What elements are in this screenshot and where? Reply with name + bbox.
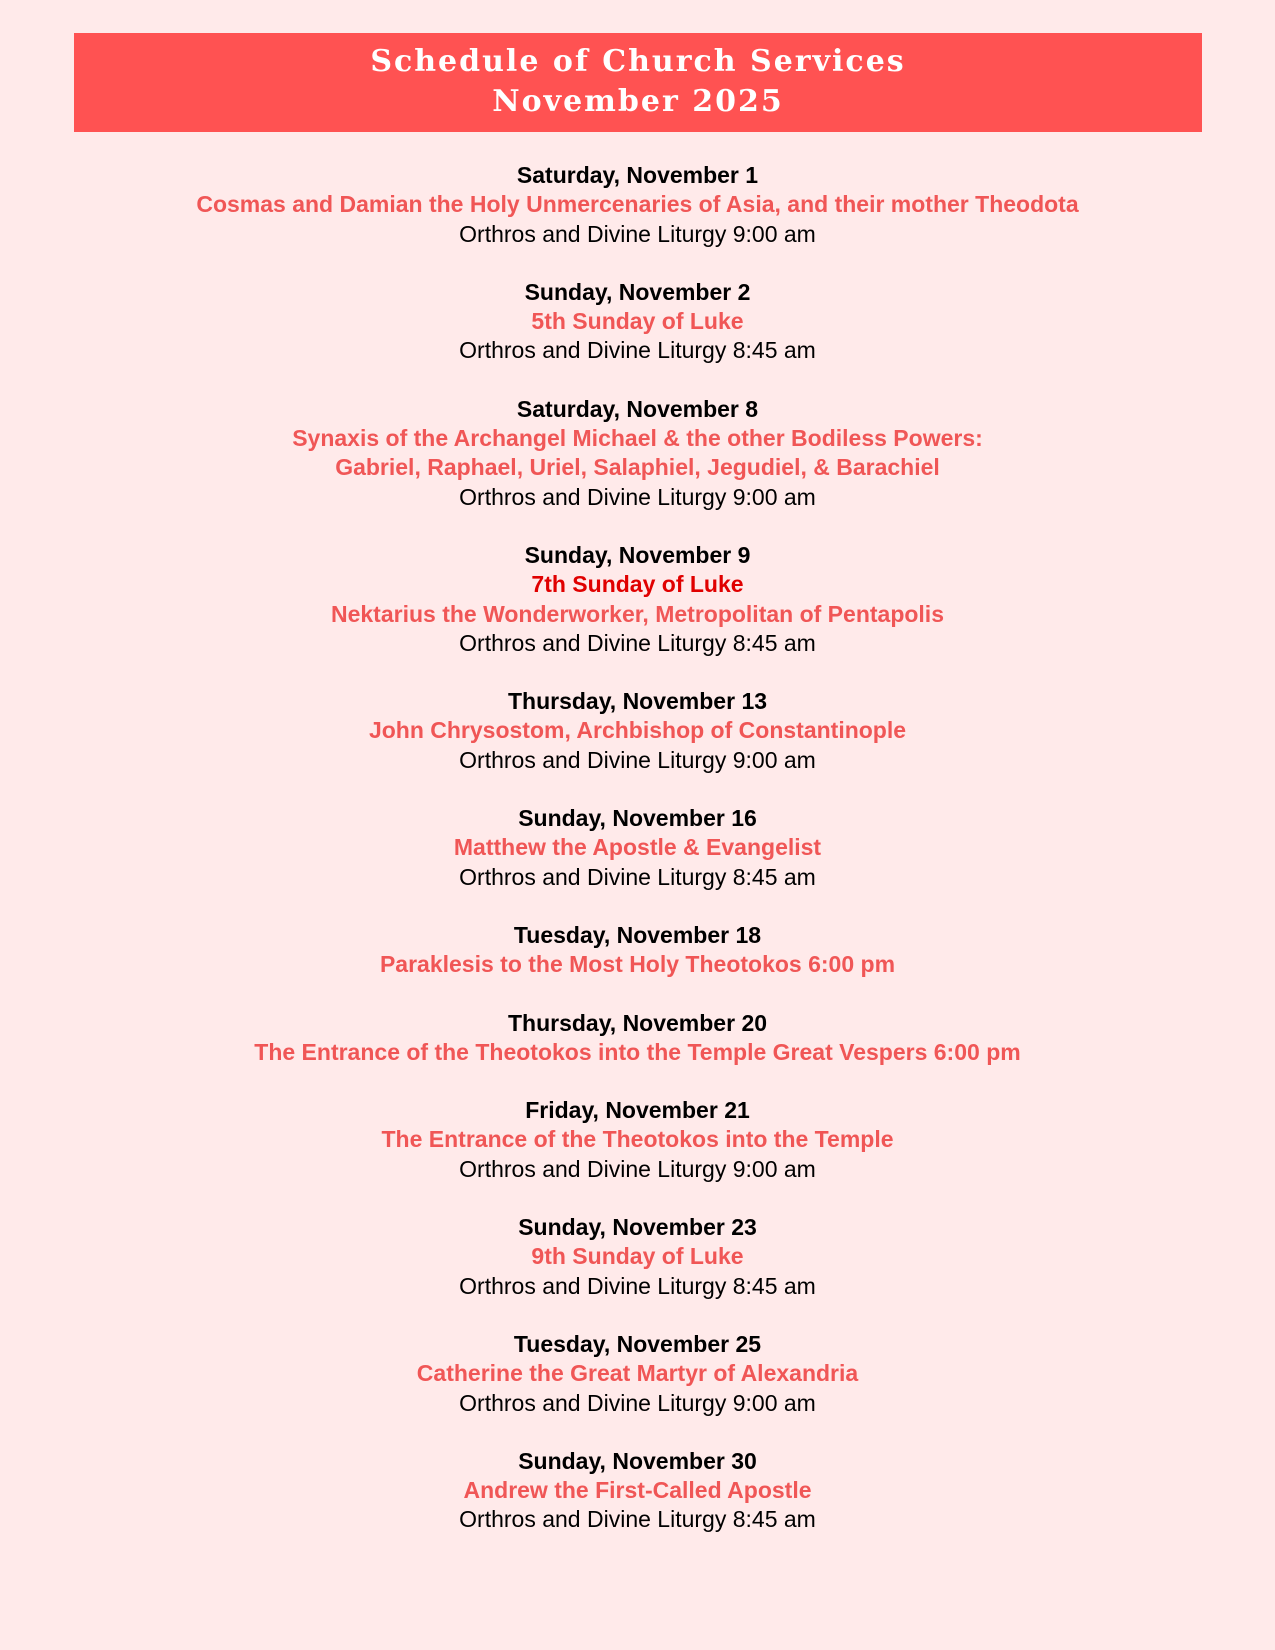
schedule-entry: [0, 921, 1275, 980]
schedule-entry: [0, 687, 1275, 775]
entry-date: Sunday, November 30: [518, 1447, 757, 1474]
page-title: Schedule of Church Services: [370, 44, 906, 79]
entry-feast: Catherine the Great Martyr of Alexandria: [416, 1360, 859, 1387]
entry-service: Orthros and Divine Liturgy 8:45 am: [459, 629, 816, 656]
schedule-entry: [0, 1330, 1275, 1418]
entry-service: Orthros and Divine Liturgy 9:00 am: [459, 220, 816, 247]
schedule-entry: [0, 1213, 1275, 1301]
entry-feast: Paraklesis to the Most Holy Theotokos 6:00 pm: [379, 951, 896, 978]
entry-feast: Synaxis of the Archangel Michael & the other Bodiless Powers:: [292, 425, 983, 452]
entry-service: Orthros and Divine Liturgy 9:00 am: [459, 1389, 816, 1416]
entry-feast: 9th Sunday of Luke: [531, 1243, 744, 1270]
entry-feast: The Entrance of the Theotokos into the Temple Great Vespers 6:00 pm: [254, 1038, 1021, 1065]
entry-service: Orthros and Divine Liturgy 8:45 am: [459, 863, 816, 890]
schedule-entry: [0, 1447, 1275, 1535]
entry-feast: Matthew the Apostle & Evangelist: [453, 834, 822, 861]
schedule-list: [0, 161, 1275, 1564]
schedule-entry: [0, 1009, 1275, 1068]
entry-service: Orthros and Divine Liturgy 9:00 am: [459, 1155, 816, 1182]
entry-date: Tuesday, November 25: [513, 1330, 762, 1357]
entry-service: Orthros and Divine Liturgy 8:45 am: [459, 337, 816, 364]
entry-feast: Andrew the First-Called Apostle: [463, 1477, 812, 1504]
schedule-entry: [0, 161, 1275, 249]
entry-feast: Gabriel, Raphael, Uriel, Salaphiel, Jegudiel, & Barachiel: [335, 454, 940, 481]
entry-date: Sunday, November 9: [524, 541, 751, 568]
page-subtitle: November 2025: [492, 84, 784, 119]
entry-feast: Cosmas and Damian the Holy Unmercenaries of Asia, and their mother Theodota: [196, 191, 1079, 218]
schedule-entry: [0, 1096, 1275, 1184]
entry-date: Tuesday, November 18: [513, 921, 762, 948]
header-banner: [74, 33, 1202, 132]
entry-date: Saturday, November 1: [516, 162, 759, 188]
schedule-entry: [0, 395, 1275, 512]
schedule-entry: [0, 804, 1275, 892]
entry-feast: The Entrance of the Theotokos into the Temple: [381, 1126, 894, 1153]
entry-date: Sunday, November 2: [524, 278, 751, 305]
entry-major-feast: 7th Sunday of Luke: [531, 571, 744, 598]
entry-feast: Nektarius the Wonderworker, Metropolitan of Pentapolis: [330, 600, 944, 627]
entry-date: Sunday, November 23: [518, 1214, 757, 1241]
entry-service: Orthros and Divine Liturgy 9:00 am: [459, 746, 816, 773]
entry-feast: John Chrysostom, Archbishop of Constantinople: [368, 717, 907, 744]
schedule-entry: [0, 278, 1275, 366]
entry-service: Orthros and Divine Liturgy 8:45 am: [459, 1506, 816, 1533]
schedule-entry: [0, 541, 1275, 658]
entry-date: Sunday, November 16: [518, 805, 757, 832]
entry-date: Thursday, November 13: [507, 688, 768, 715]
entry-feast: 5th Sunday of Luke: [531, 308, 744, 335]
entry-service: Orthros and Divine Liturgy 9:00 am: [459, 483, 816, 510]
entry-date: Saturday, November 8: [516, 395, 759, 422]
entry-date: Friday, November 21: [525, 1097, 750, 1124]
entry-date: Thursday, November 20: [507, 1009, 768, 1036]
entry-service: Orthros and Divine Liturgy 8:45 am: [459, 1272, 816, 1299]
